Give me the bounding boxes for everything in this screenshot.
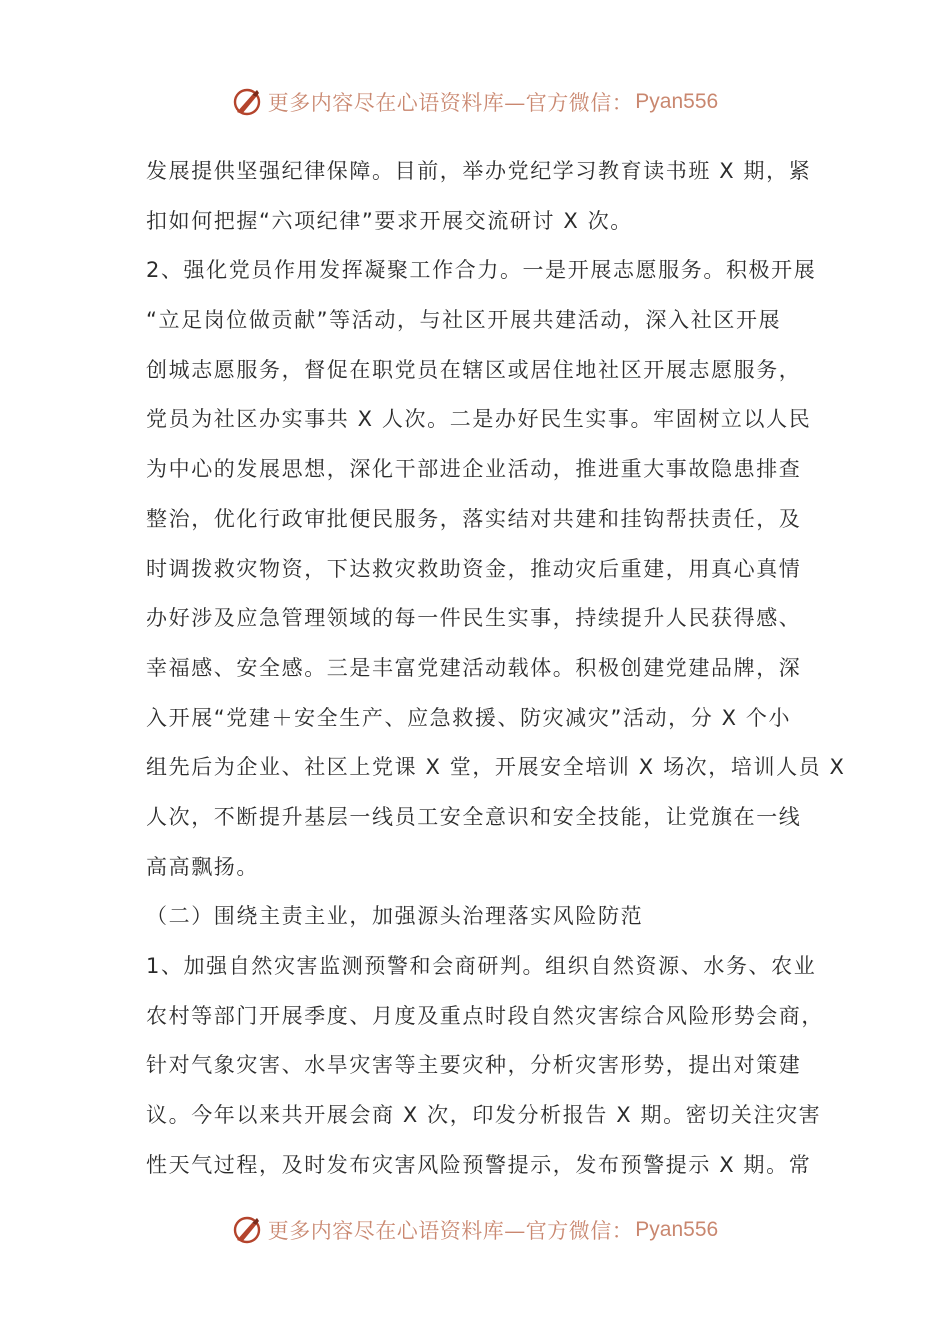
body-line: 办好涉及应急管理领域的每一件民生实事，持续提升人民获得感、	[146, 606, 802, 631]
watermark-text: 更多内容尽在心语资料库—官方微信：	[267, 1219, 634, 1243]
body-line: 幸福感、安全感。三是丰富党建活动载体。积极创建党建品牌，深	[146, 655, 802, 680]
body-line: 人次，不断提升基层一线员工安全意识和安全技能，让党旗在一线	[146, 804, 802, 829]
body-line: 入开展“党建＋安全生产、应急救援、防灾减灾”活动，分 X 个小	[146, 705, 792, 730]
pen-logo-icon	[232, 1215, 262, 1245]
body-line: “立足岗位做贡献”等活动，与社区开展共建活动，深入社区开展	[146, 308, 782, 333]
watermark-header	[0, 80, 950, 124]
body-line: 时调拨救灾物资，下达救灾救助资金，推动灾后重建，用真心真情	[146, 556, 802, 581]
body-line: 针对气象灾害、水旱灾害等主要灾种，分析灾害形势，提出对策建	[146, 1053, 802, 1078]
pen-logo-icon	[232, 87, 262, 117]
watermark-footer	[0, 1208, 950, 1252]
body-line: 1、加强自然灾害监测预警和会商研判。组织自然资源、水务、农业	[146, 954, 817, 978]
body-line: 为中心的发展思想，深化干部进企业活动，推进重大事故隐患排查	[146, 457, 802, 482]
body-line: 整治，优化行政审批便民服务，落实结对共建和挂钩帮扶责任，及	[146, 506, 802, 531]
body-line: 高高飘扬。	[146, 854, 259, 879]
body-line: 创城志愿服务，督促在职党员在辖区或居住地社区开展志愿服务，	[146, 357, 802, 382]
body-line: 2、强化党员作用发挥凝聚工作合力。一是开展志愿服务。积极开展	[146, 258, 817, 283]
document-body	[146, 147, 846, 1190]
watermark-wechat-id: Pyan556	[635, 1218, 719, 1241]
body-line: 性天气过程，及时发布灾害风险预警提示，发布预警提示 X 期。常	[146, 1152, 812, 1177]
body-line: 议。今年以来共开展会商 X 次，印发分析报告 X 期。密切关注灾害	[146, 1103, 822, 1128]
body-line: 组先后为企业、社区上党课 X 堂，开展安全培训 X 场次，培训人员 X	[146, 755, 846, 780]
watermark-wechat-id: Pyan556	[635, 90, 719, 113]
body-line: 农村等部门开展季度、月度及重点时段自然灾害综合风险形势会商，	[146, 1003, 824, 1028]
body-line: 扣如何把握“六项纪律”要求开展交流研讨 X 次。	[146, 208, 633, 233]
body-line: 党员为社区办实事共 X 人次。二是办好民生实事。牢固树立以人民	[146, 407, 812, 432]
body-line: 发展提供坚强纪律保障。目前，举办党纪学习教育读书班 X 期，紧	[146, 159, 812, 183]
watermark-text: 更多内容尽在心语资料库—官方微信：	[267, 91, 634, 115]
section-heading: （二）围绕主责主业，加强源头治理落实风险防范	[146, 904, 644, 929]
